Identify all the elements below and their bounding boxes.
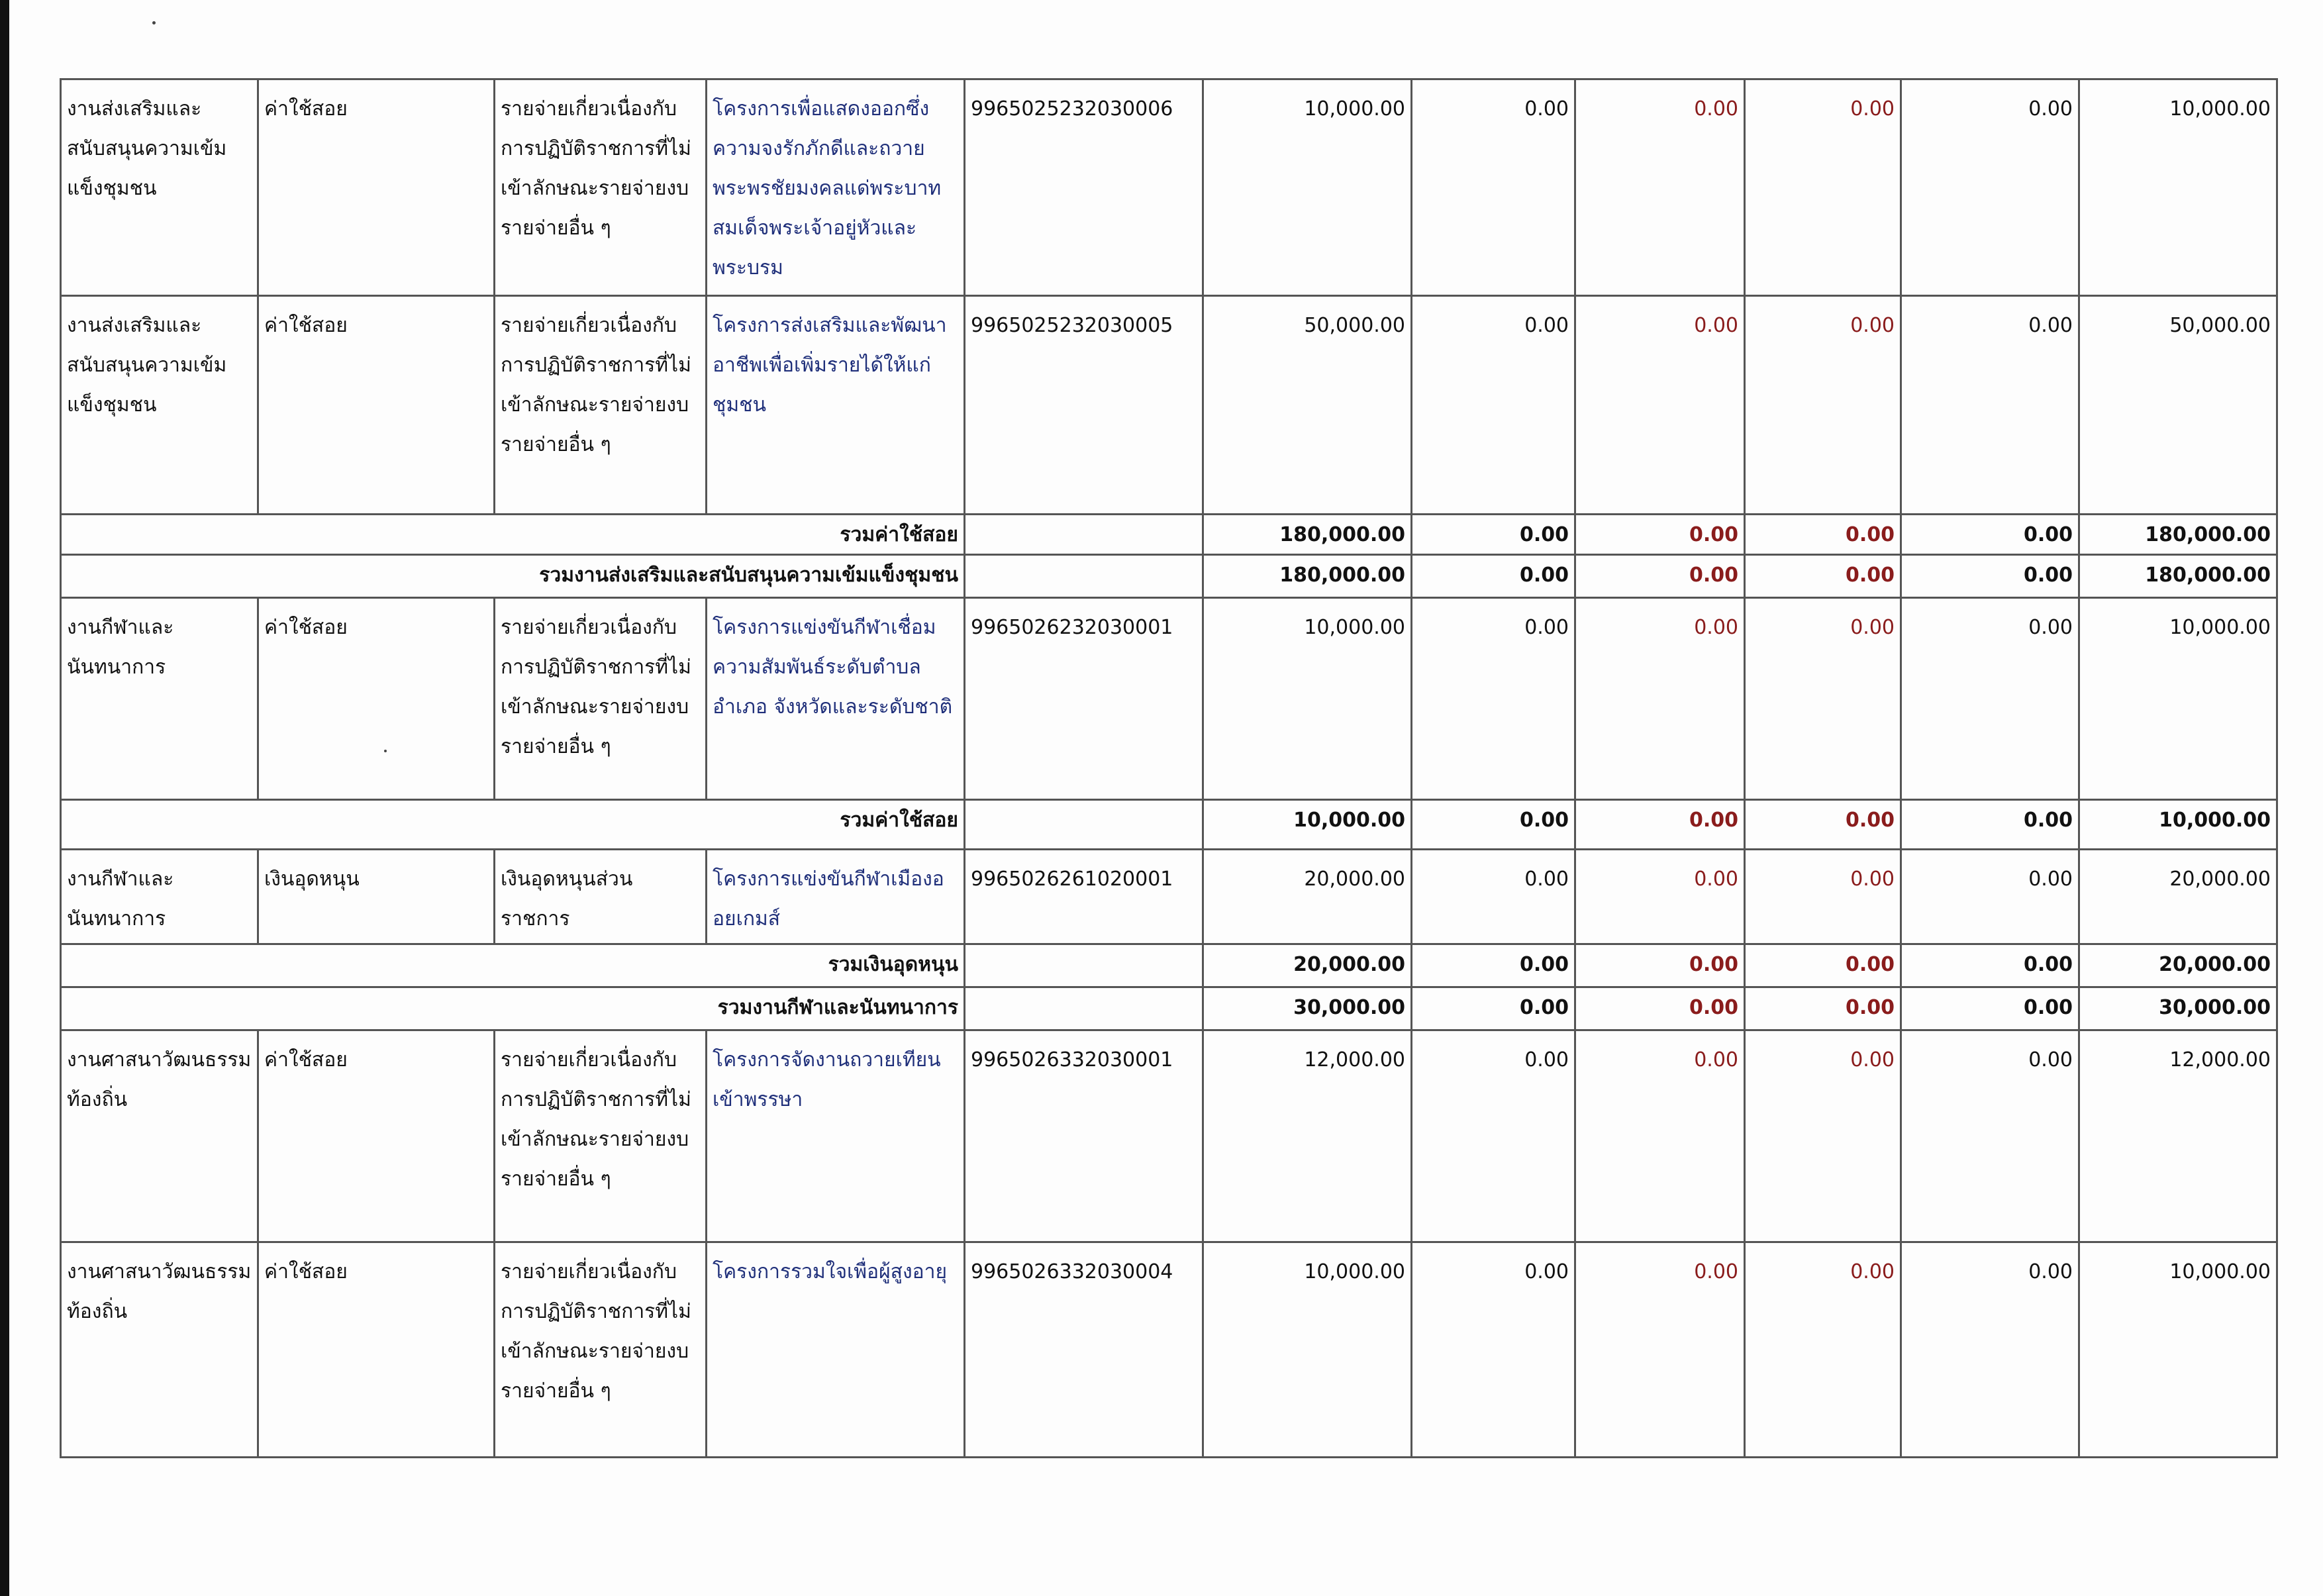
- expense-type-cell: รายจ่ายเกี่ยวเนื่องกับการปฏิบัติราชการที่ไม่เข้าลักษณะรายจ่ายงบรายจ่ายอื่น ๆ: [495, 1030, 707, 1242]
- scan-edge: [0, 0, 9, 1596]
- amount-cell: 10,000.00: [1203, 79, 1412, 296]
- code-cell: 9965025232030005: [965, 296, 1203, 515]
- amount-cell: 0.00: [1901, 555, 2079, 598]
- amount-cell: 0.00: [1412, 850, 1575, 944]
- subtotal-row: [61, 800, 2277, 850]
- amount-cell: 0.00: [1745, 79, 1901, 296]
- amount-cell: 10,000.00: [2079, 800, 2277, 850]
- amount-cell: 0.00: [1412, 296, 1575, 515]
- amount-cell: 0.00: [1412, 555, 1575, 598]
- code-cell-empty: [965, 515, 1203, 555]
- work-cell: งานส่งเสริมและสนับสนุนความเข้มแข็งชุมชน: [61, 296, 258, 515]
- amount-cell: 0.00: [1745, 1242, 1901, 1458]
- expense-type-cell: รายจ่ายเกี่ยวเนื่องกับการปฏิบัติราชการที่ไม่เข้าลักษณะรายจ่ายงบรายจ่ายอื่น ๆ: [495, 598, 707, 800]
- amount-cell: 12,000.00: [2079, 1030, 2277, 1242]
- budget-table-body: [61, 79, 2277, 1458]
- amount-cell: 20,000.00: [1203, 850, 1412, 944]
- subtotal-label: รวมค่าใช้สอย: [61, 800, 965, 850]
- subtotal-label: รวมค่าใช้สอย: [61, 515, 965, 555]
- amount-cell: 0.00: [1412, 987, 1575, 1030]
- expense-type-cell: รายจ่ายเกี่ยวเนื่องกับการปฏิบัติราชการที่ไม่เข้าลักษณะรายจ่ายงบรายจ่ายอื่น ๆ: [495, 79, 707, 296]
- amount-cell: 20,000.00: [2079, 850, 2277, 944]
- amount-cell: 180,000.00: [2079, 555, 2277, 598]
- work-cell: งานกีฬาและนันทนาการ: [61, 598, 258, 800]
- amount-cell: 10,000.00: [1203, 800, 1412, 850]
- category-cell: ค่าใช้สอย: [258, 79, 495, 296]
- subtotal-label: รวมงานกีฬาและนันทนาการ: [61, 987, 965, 1030]
- amount-cell: 0.00: [1901, 1030, 2079, 1242]
- amount-cell: 0.00: [1412, 800, 1575, 850]
- amount-cell: 0.00: [1575, 800, 1745, 850]
- subtotal-label: รวมเงินอุดหนุน: [61, 944, 965, 987]
- project-cell: โครงการแข่งขันกีฬาเชื่อมความสัมพันธ์ระดับตำบล อำเภอ จังหวัดและระดับชาติ: [707, 598, 965, 800]
- table-row: [61, 1030, 2277, 1242]
- amount-cell: 0.00: [1745, 850, 1901, 944]
- amount-cell: 0.00: [1575, 850, 1745, 944]
- amount-cell: 0.00: [1901, 800, 2079, 850]
- project-cell: โครงการเพื่อแสดงออกซึ่งความจงรักภักดีและถวายพระพรชัยมงคลแด่พระบาทสมเด็จพระเจ้าอยู่หัวและพระบรม: [707, 79, 965, 296]
- amount-cell: 0.00: [1745, 296, 1901, 515]
- amount-cell: 0.00: [1901, 850, 2079, 944]
- category-cell: ค่าใช้สอย: [258, 296, 495, 515]
- code-cell-empty: [965, 944, 1203, 987]
- amount-cell: 0.00: [1412, 944, 1575, 987]
- subtotal-row: [61, 515, 2277, 555]
- amount-cell: 10,000.00: [2079, 598, 2277, 800]
- amount-cell: 12,000.00: [1203, 1030, 1412, 1242]
- amount-cell: 0.00: [1901, 944, 2079, 987]
- amount-cell: 0.00: [1575, 987, 1745, 1030]
- subtotal-row: [61, 987, 2277, 1030]
- amount-cell: 10,000.00: [1203, 598, 1412, 800]
- category-cell: ค่าใช้สอย: [258, 1242, 495, 1458]
- work-cell: งานกีฬาและนันทนาการ: [61, 850, 258, 944]
- amount-cell: 0.00: [1575, 944, 1745, 987]
- amount-cell: 0.00: [1412, 1242, 1575, 1458]
- amount-cell: 20,000.00: [2079, 944, 2277, 987]
- budget-table: [60, 78, 2278, 1458]
- code-cell: 9965025232030006: [965, 79, 1203, 296]
- expense-type-cell: เงินอุดหนุนส่วนราชการ: [495, 850, 707, 944]
- amount-cell: 0.00: [1901, 296, 2079, 515]
- amount-cell: 10,000.00: [2079, 1242, 2277, 1458]
- project-cell: โครงการรวมใจเพื่อผู้สูงอายุ: [707, 1242, 965, 1458]
- expense-type-cell: รายจ่ายเกี่ยวเนื่องกับการปฏิบัติราชการที่ไม่เข้าลักษณะรายจ่ายงบรายจ่ายอื่น ๆ: [495, 1242, 707, 1458]
- amount-cell: 30,000.00: [1203, 987, 1412, 1030]
- amount-cell: 0.00: [1901, 79, 2079, 296]
- scan-speck: [152, 21, 156, 25]
- amount-cell: 180,000.00: [2079, 515, 2277, 555]
- amount-cell: 0.00: [1575, 1030, 1745, 1242]
- amount-cell: 0.00: [1412, 598, 1575, 800]
- table-row: [61, 850, 2277, 944]
- amount-cell: 0.00: [1412, 1030, 1575, 1242]
- work-cell: งานส่งเสริมและสนับสนุนความเข้มแข็งชุมชน: [61, 79, 258, 296]
- amount-cell: 0.00: [1901, 598, 2079, 800]
- code-cell: 9965026332030001: [965, 1030, 1203, 1242]
- amount-cell: 0.00: [1745, 944, 1901, 987]
- table-row: [61, 1242, 2277, 1458]
- amount-cell: 0.00: [1575, 296, 1745, 515]
- expense-type-cell: รายจ่ายเกี่ยวเนื่องกับการปฏิบัติราชการที่ไม่เข้าลักษณะรายจ่ายงบรายจ่ายอื่น ๆ: [495, 296, 707, 515]
- work-cell: งานศาสนาวัฒนธรรมท้องถิ่น: [61, 1242, 258, 1458]
- amount-cell: 10,000.00: [1203, 1242, 1412, 1458]
- amount-cell: 0.00: [1575, 555, 1745, 598]
- amount-cell: 20,000.00: [1203, 944, 1412, 987]
- amount-cell: 0.00: [1745, 598, 1901, 800]
- table-row: [61, 296, 2277, 515]
- subtotal-row: [61, 944, 2277, 987]
- amount-cell: 0.00: [1575, 1242, 1745, 1458]
- amount-cell: 0.00: [1412, 79, 1575, 296]
- code-cell: 9965026232030001: [965, 598, 1203, 800]
- amount-cell: 50,000.00: [2079, 296, 2277, 515]
- amount-cell: 0.00: [1575, 598, 1745, 800]
- project-cell: โครงการจัดงานถวายเทียนเข้าพรรษา: [707, 1030, 965, 1242]
- amount-cell: 0.00: [1412, 515, 1575, 555]
- category-cell: เงินอุดหนุน: [258, 850, 495, 944]
- subtotal-label: รวมงานส่งเสริมและสนับสนุนความเข้มแข็งชุมชน: [61, 555, 965, 598]
- table-row: [61, 598, 2277, 800]
- code-cell-empty: [965, 987, 1203, 1030]
- project-cell: โครงการส่งเสริมและพัฒนาอาชีพเพื่อเพิ่มรายได้ให้แก่ชุมชน: [707, 296, 965, 515]
- subtotal-row: [61, 555, 2277, 598]
- project-cell: โครงการแข่งขันกีฬาเมืองออยเกมส์: [707, 850, 965, 944]
- amount-cell: 10,000.00: [2079, 79, 2277, 296]
- code-cell-empty: [965, 555, 1203, 598]
- amount-cell: 180,000.00: [1203, 515, 1412, 555]
- amount-cell: 0.00: [1901, 987, 2079, 1030]
- amount-cell: 0.00: [1745, 987, 1901, 1030]
- code-cell: 9965026261020001: [965, 850, 1203, 944]
- amount-cell: 0.00: [1745, 1030, 1901, 1242]
- amount-cell: 50,000.00: [1203, 296, 1412, 515]
- amount-cell: 0.00: [1745, 555, 1901, 598]
- table-row: [61, 79, 2277, 296]
- amount-cell: 0.00: [1575, 79, 1745, 296]
- amount-cell: 0.00: [1901, 515, 2079, 555]
- category-cell: ค่าใช้สอย: [258, 598, 495, 800]
- amount-cell: 30,000.00: [2079, 987, 2277, 1030]
- work-cell: งานศาสนาวัฒนธรรมท้องถิ่น: [61, 1030, 258, 1242]
- amount-cell: 0.00: [1901, 1242, 2079, 1458]
- amount-cell: 0.00: [1575, 515, 1745, 555]
- code-cell: 9965026332030004: [965, 1242, 1203, 1458]
- amount-cell: 0.00: [1745, 515, 1901, 555]
- amount-cell: 0.00: [1745, 800, 1901, 850]
- code-cell-empty: [965, 800, 1203, 850]
- category-cell: ค่าใช้สอย: [258, 1030, 495, 1242]
- amount-cell: 180,000.00: [1203, 555, 1412, 598]
